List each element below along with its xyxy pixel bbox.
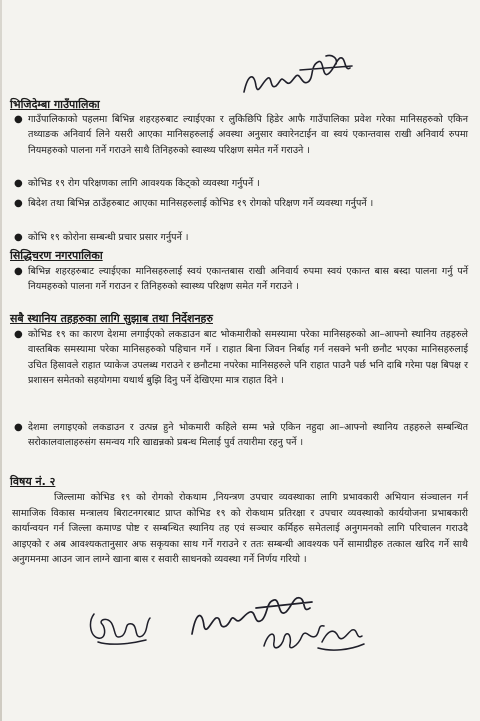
page-edge (0, 0, 2, 721)
signature-top (240, 52, 360, 100)
bullet-dot: ● (14, 198, 23, 209)
bullet-text: बिदेश तथा बिभिन्न ठाउँहरुबाट आएका मानिसहरुलाई कोभिड १९ रोगको परिक्षण गर्ने व्यवस्था गर्नुपर्ने । (28, 198, 374, 209)
list-item (14, 420, 468, 451)
bullet-dot: ● (14, 329, 23, 340)
section-heading-1: भिजिदेम्बा गाउँपालिका (10, 98, 100, 111)
signature-bottom-left (84, 606, 154, 648)
bullet-text: गाउँपालिकाको पहलमा बिभिन्न शहरहरुबाट ल्याईएका र लुकिछिपि हिडेर आफै गाउँपालिका प्रवेश गरेका मानिसहरुको एकिन तथ्याङक अनिवार्य लिने यसरी आएका मानिसहरुलाई अवस्था अनुसार क्वारेनटाईन वा स्वयं एकान्तवास राखी अनिवार्य रुपमा नियमहरुको पालना गर्ने गराउने साथै तिनिहरुको स्वास्थ्य परिक्षण समेत गर्ने गराउने । (28, 114, 468, 156)
bullet-dot: ● (14, 422, 23, 433)
bullet-text: बिभिन्न शहरहरुबाट ल्याईएका मानिसहरुलाई स्वयं एकान्तबास राखी अनिवार्य रुपमा स्वयं एकान्त बास बस्दा पालना गर्नु पर्ने नियमहरुको पालना गर्ने गराउन र तिनिहरुको स्वास्थ्य परिक्षण समेत गर्ने गराउने । (28, 266, 468, 293)
section-heading-4: विषय नं. २ (10, 475, 56, 488)
decision-paragraph: जिल्लामा कोभिड १९ को रोगको रोकथाम ,नियन्त्रण उपचार व्यवस्थाका लागि प्रभावकारी अभियान संञ्चालन गर्न सामाजिक विकास मन्त्रालय बिराटनगरबाट प्राप्त कोभिड १९ को रोकथाम प्रतिरक्षा र उपचार व्यवस्थाको कार्ययोजना प्रभाबकारी कार्यान्वयन गर्न जिल्ला कमाण्ड पोष्ट र सम्बन्धित स्थानिय तह एवं सञ्चार कर्मिहरु समेतलाई अनुगमनको लागि परिचालन गराउदै आइएको र अब आवश्यकतानुसार अफ सकृयका साथ गर्ने गराउने र ततः सम्बन्धी आवश्यक पर्ने सामाग्रीहरु तत्काल खरिद गर्ने साथै अनुगमनमा आउन जान लाग्ने खाना बास र सवारी साधनको व्यवस्था गर्ने निर्णय गरियो । (12, 492, 468, 566)
section-heading-2: सिद्धिचरण नगरपालिका (10, 249, 103, 262)
bullet-dot: ● (14, 232, 23, 243)
list-item (14, 176, 468, 191)
list-item (14, 196, 468, 211)
bullet-dot: ● (14, 266, 23, 277)
bullet-text: देशमा लगाइएको लकडाउन र उत्पन्न हुने भोकमारी कहिले सम्म भन्ने एकिन नहुदा आ–आफ्नो स्थानिय तहहरुले सम्बन्धित सरोकालवालाहरुसंग समन्वय गरि खाद्यन्नको प्रबन्ध मिलाई पुर्व तयारीमा रहनु पर्ने । (28, 422, 468, 449)
bullet-text: कोभिड १९ रोग परिक्षणका लागि आवश्यक किट्को व्यवस्था गर्नुपर्ने । (28, 178, 260, 189)
bullet-dot: ● (14, 114, 23, 125)
bullet-text: कोभिड १९ का कारण देशमा लगाईएको लकडाउन बाट भोकमारीको समस्यामा परेका मानिसहरुको आ–आफ्नो स्थानिय तहहरुले वास्तबिक समस्यामा परेका मानिसहरुको पहिचान गर्ने । राहात बिना जिवन निर्बाह गर्न नसक्ने भनी छनौट भएका मानिसहरुलाई उचित हिसावले राहात प्याकेज उपलब्ध गराउने र छनौटमा नपरेका मानिसहरुले पनि राहात पाउनै पर्छ भनि दाबि गरेमा पक्ष बिपक्ष र प्रशासन समेतको सहयोगमा यथार्थ बुझि दिनु पर्ने देखिएमा मात्र राहात दिने । (28, 329, 468, 387)
signature-bottom-right (258, 612, 368, 656)
section-heading-3: सबै स्थानिय तहहरुका लागि सुझाब तथा निर्देशनहरु (10, 312, 213, 325)
list-item (14, 230, 468, 245)
bullet-dot: ● (14, 178, 23, 189)
list-item (14, 327, 468, 389)
bullet-text: कोभि १९ कोरोना सम्बन्धी प्रचार प्रसार गर्नुपर्ने । (28, 232, 189, 243)
list-item (14, 112, 468, 158)
list-item (14, 264, 468, 295)
